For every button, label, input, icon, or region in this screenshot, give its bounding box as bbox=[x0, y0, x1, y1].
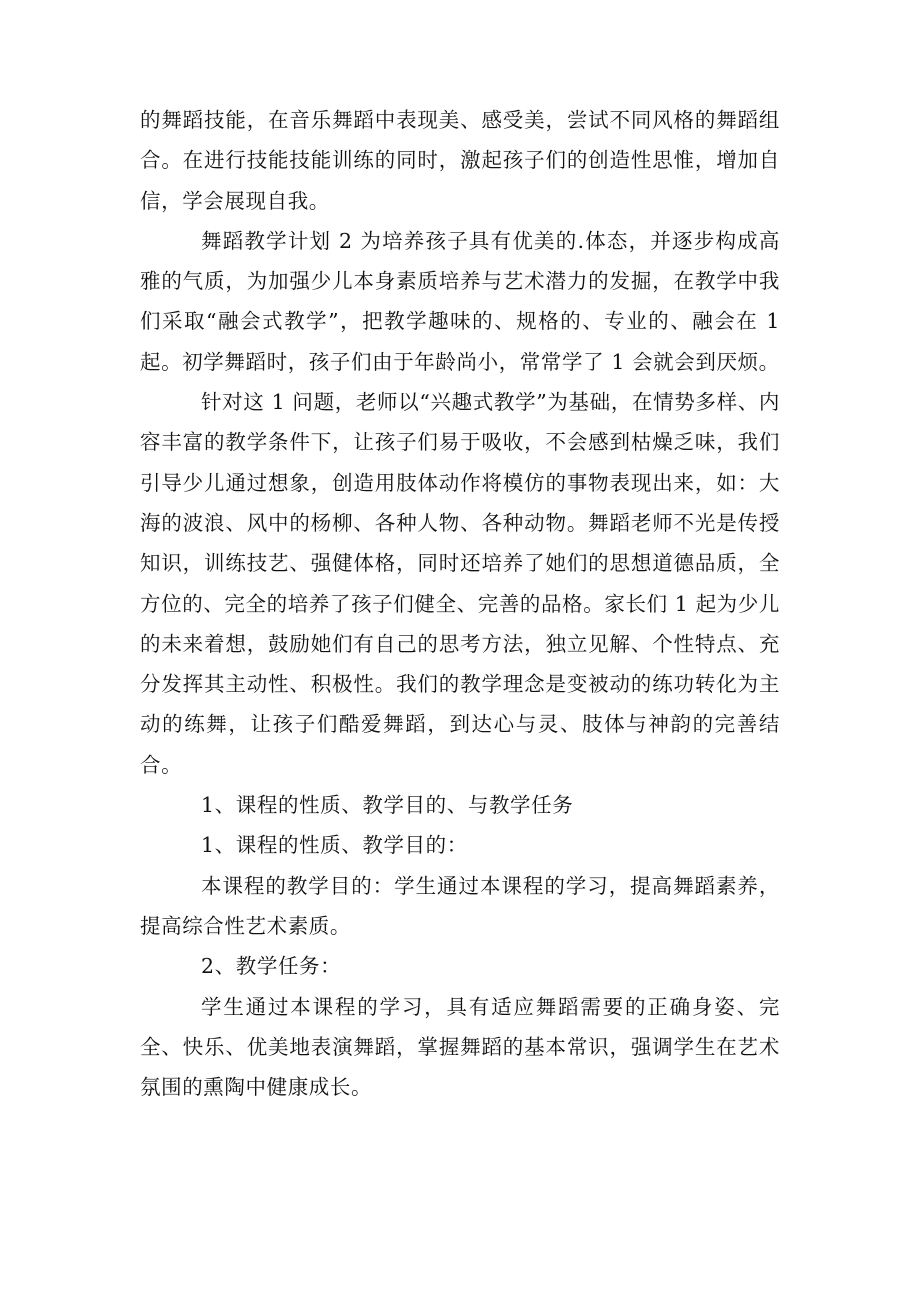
paragraph-tasks: 学生通过本课程的学习，具有适应舞蹈需要的正确身姿、完全、快乐、优美地表演舞蹈，掌握舞蹈的基本常识，强调学生在艺术氛围的熏陶中健康成长。 bbox=[140, 994, 780, 1100]
paragraph-3: 针对这 1 问题，老师以“兴趣式教学”为基础，在情势多样、内容丰富的教学条件下，让孩子们易于吸收，不会感到枯燥乏味，我们引导少儿通过想象，创造用肢体动作将模仿的事物表现出来，如：大海的波浪、风中的杨柳、各种人物、各种动物。舞蹈老师不光是传授知识，训练技艺、强健体格，同时还培养了她们的思想道德品质，全方位的、完全的培养了孩子们健全、完善的品格。家长们 1 起为少儿的未来着想，鼓励她们有自己的思考方法，独立见解、个性特点、充分发挥其主动性、积极性。我们的教学理念是变被动的练功转化为主动的练舞，让孩子们酷爱舞蹈，到达心与灵、肢体与神韵的完善结合。 bbox=[140, 390, 780, 777]
paragraph-purpose: 本课程的教学目的：学生通过本课程的学习，提高舞蹈素养，提高综合性艺术素质。 bbox=[140, 873, 780, 938]
paragraph-1: 的舞蹈技能，在音乐舞蹈中表现美、感受美，尝试不同风格的舞蹈组合。在进行技能技能训练的同时，激起孩子们的创造性思惟，增加自信，学会展现自我。 bbox=[140, 108, 780, 213]
subsection-heading-tasks: 2、教学任务： bbox=[201, 954, 342, 979]
document-body bbox=[140, 100, 780, 1107]
subsection-heading-purpose: 1、课程的性质、教学目的： bbox=[201, 833, 468, 858]
paragraph-2: 舞蹈教学计划 2 为培养孩子具有优美的.体态，并逐步构成高雅的气质，为加强少儿本身素质培养与艺术潜力的发掘，在教学中我们采取“融会式教学”，把教学趣味的、规格的、专业的、融会在 1 起。初学舞蹈时，孩子们由于年龄尚小，常常学了 1 会就会到厌烦。 bbox=[140, 228, 780, 374]
section-heading-course: 1、课程的性质、教学目的、与教学任务 bbox=[201, 793, 574, 818]
